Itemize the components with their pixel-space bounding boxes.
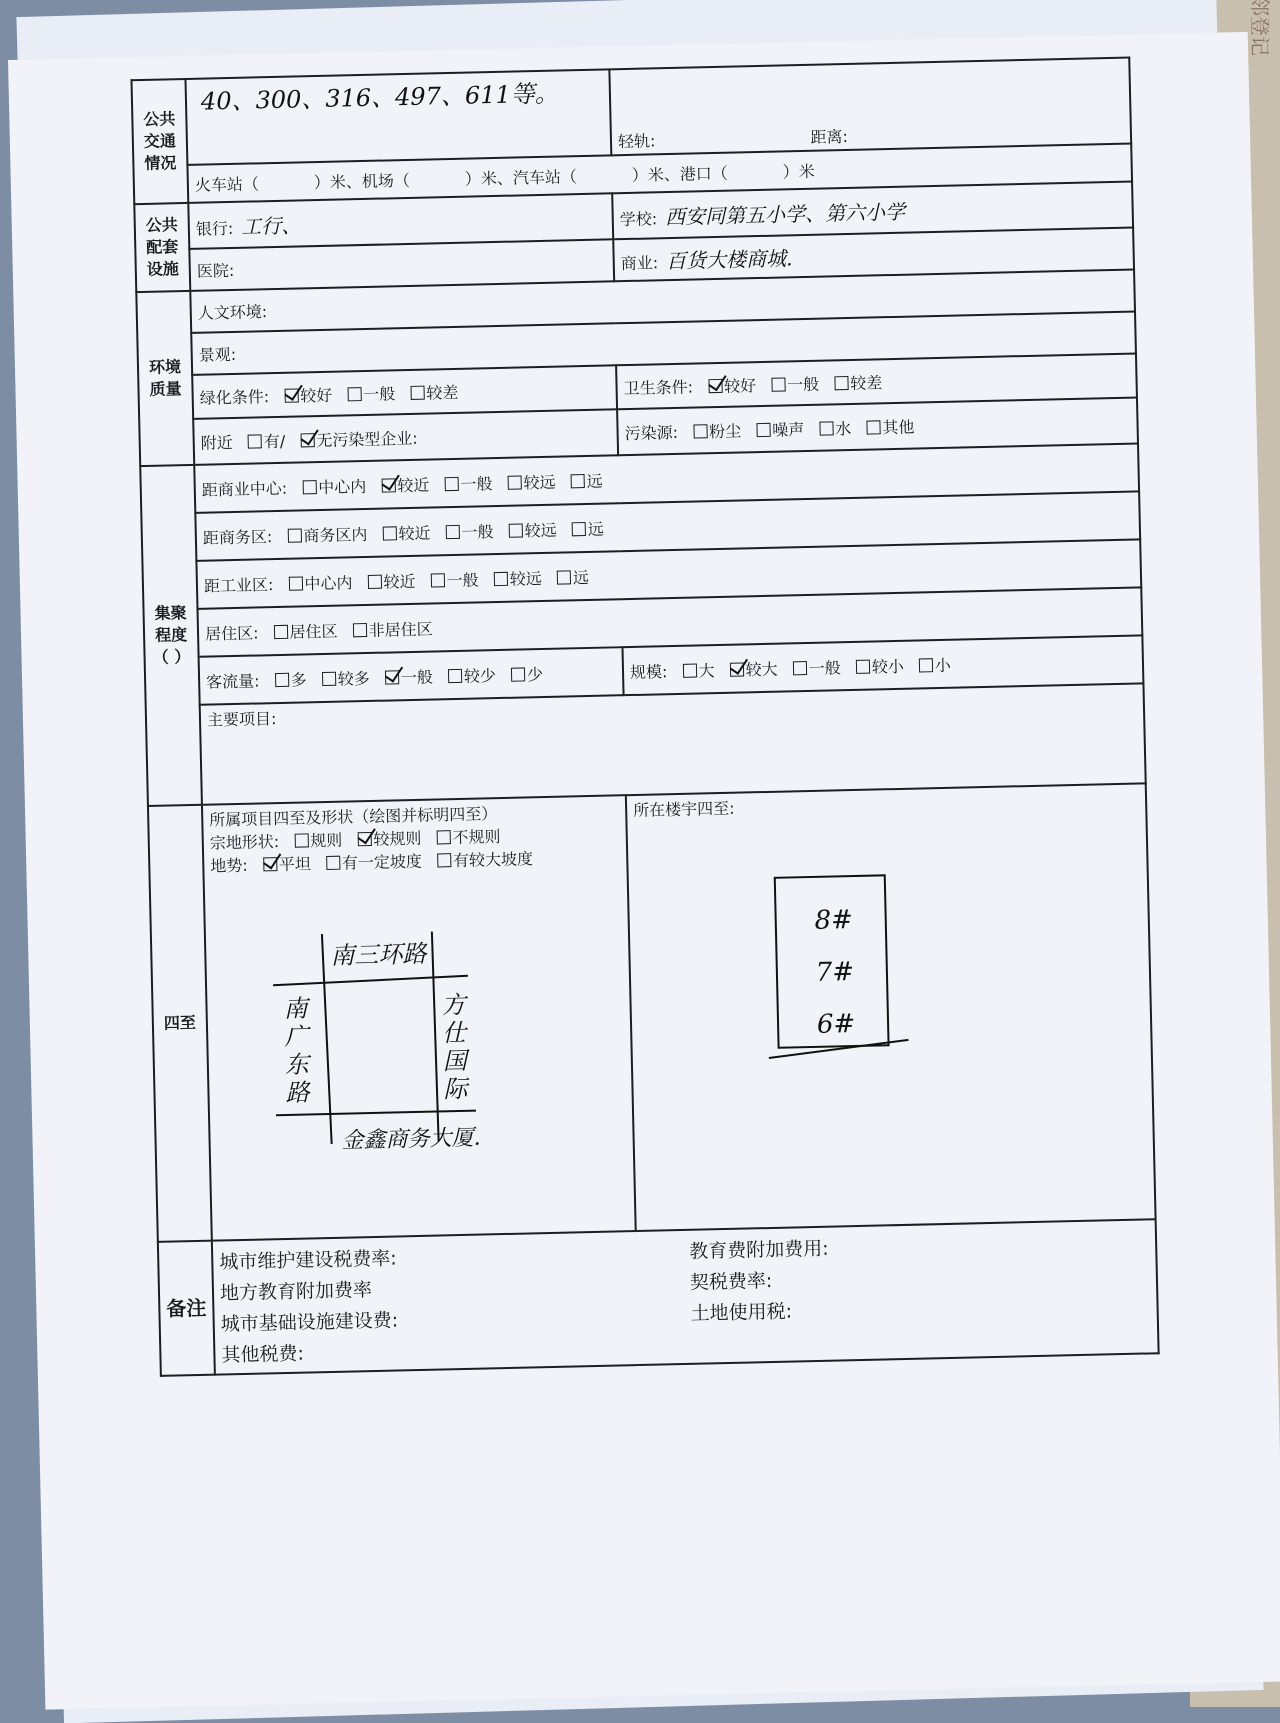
note-item: 城市维护建设税费率: [219,1247,397,1274]
cc-option: 较远 [523,472,556,492]
building-floor-6: 6# [816,1009,856,1040]
boundary-sketch-lines [211,867,638,1206]
bus-station-label: ）米、汽车站（ [464,166,578,189]
sanitation-option: 较好 [723,375,757,396]
traffic-average-checkbox[interactable] [385,670,399,684]
shape-regular-checkbox[interactable] [294,833,308,847]
notes-cell [212,1219,1159,1374]
building-floor-8: 8# [814,905,854,936]
cc-option: 远 [586,471,603,491]
building-floor-7: 7# [815,957,855,988]
commerce-label: 商业: [620,252,659,273]
sketch-south-building: 金鑫商务大厦. [341,1125,481,1154]
sketch-east-building: 方仕国际 [441,990,468,1104]
greening-poor-checkbox[interactable] [410,385,424,399]
iz-option: 中心内 [304,572,353,593]
bank-label: 银行: [195,218,234,239]
cc-in-center-checkbox[interactable] [302,480,316,494]
note-item: 其他税费: [221,1342,305,1367]
sanitation-option: 一般 [786,374,820,394]
business-label: 距商务区: [202,526,273,548]
traffic-more-checkbox[interactable] [322,671,336,685]
scale-option: 小 [934,655,952,675]
traffic-option: 较多 [337,668,370,689]
greening-option: 较好 [299,385,333,405]
cc-option: 较近 [397,475,430,495]
scale-option: 一般 [808,657,841,678]
bus-lines-cell [185,69,611,165]
terrain-flat-checkbox[interactable] [263,857,277,871]
note-item: 教育费附加费用: [688,1237,829,1263]
residential-label: 居住区: [204,622,259,644]
iz-average-checkbox[interactable] [430,573,444,587]
port-label: ）米、港口（ [631,163,729,185]
nearby-label: 附近 [200,432,233,453]
note-item: 契税费率: [689,1269,773,1294]
sanitation-option: 较差 [850,372,883,393]
notes-section-label: 备注 [158,1241,215,1376]
traffic-option: 少 [526,664,544,684]
bd-near-checkbox[interactable] [382,526,396,540]
culture-label: 人文环境: [197,301,268,323]
nearby-no-checkbox[interactable] [300,433,314,447]
pollution-option: 其他 [882,417,915,437]
landscape-label: 景观: [198,344,237,365]
nearby-yes-checkbox[interactable] [248,434,262,448]
traffic-less-checkbox[interactable] [448,668,462,682]
pollution-water-checkbox[interactable] [819,421,833,435]
boundary-sketch [211,867,628,1206]
cc-option: 中心内 [318,476,367,497]
scale-large-checkbox[interactable] [682,663,696,677]
pollution-option: 噪声 [771,419,805,440]
agglomeration-section-label: 集聚程度 （ ） [140,465,202,806]
greening-label: 绿化条件: [199,386,270,408]
terrain-option: 有较大坡度 [452,849,534,871]
bus-lines-value: 40、300、316、497、611等。 [200,79,560,116]
scale-larger-checkbox[interactable] [729,662,743,676]
scale-average-checkbox[interactable] [793,661,807,675]
note-item: 土地使用税: [690,1300,793,1325]
note-item: 城市基础设施建设费: [220,1309,399,1336]
bd-option: 一般 [461,521,494,542]
sketch-north-road: 南三环路 [330,939,427,970]
terrain-steep-checkbox[interactable] [437,853,451,867]
shape-option: 较规则 [373,828,422,849]
note-item [691,1319,1151,1356]
school-label: 学校: [619,208,658,229]
sanitation-poor-checkbox[interactable] [834,376,848,390]
scale-option: 大 [698,660,715,680]
traffic-many-checkbox[interactable] [274,672,288,686]
school-value: 西安同第五小学、第六小学 [664,199,906,229]
sketch-west-road: 南广东路 [283,994,310,1107]
traffic-option: 多 [290,669,307,690]
sanitation-good-checkbox[interactable] [708,378,722,392]
iz-option: 较远 [509,568,542,589]
bd-option: 商务区内 [303,524,368,545]
bd-option: 较近 [398,523,431,543]
traffic-option: 一般 [400,667,434,687]
industrial-label: 距工业区: [203,574,274,596]
traffic-label: 客流量: [205,670,260,692]
project-boundary-title: 所属项目四至及形状（绘图并标明四至） [209,804,498,830]
scale-option: 较小 [871,656,905,677]
terrain-label: 地势: [210,855,248,876]
shape-irregular-checkbox[interactable] [436,830,450,844]
main-projects-label: 主要项目: [206,709,277,730]
bd-very-far-checkbox[interactable] [572,522,586,536]
shape-option: 不规则 [452,827,501,848]
iz-very-far-checkbox[interactable] [557,570,571,584]
terrain-slope-checkbox[interactable] [326,856,340,870]
shape-fairly-regular-checkbox[interactable] [357,832,371,846]
residential-option: 非居住区 [368,619,433,640]
commercial-center-label: 距商业中心: [201,478,288,500]
cc-option: 一般 [460,473,493,494]
pollution-dust-checkbox[interactable] [693,424,707,438]
facilities-section-label: 公共配套 设施 [134,203,190,292]
pollution-other-checkbox[interactable] [866,420,880,434]
iz-option: 较近 [383,571,416,592]
bd-option: 较远 [524,520,557,540]
cc-far-checkbox[interactable] [507,475,521,489]
iz-far-checkbox[interactable] [494,571,508,585]
iz-near-checkbox[interactable] [367,574,381,588]
sanitation-label: 卫生条件: [623,377,694,398]
project-boundary-cell [202,795,636,1241]
bd-option: 远 [587,519,604,539]
hospital-label: 医院: [196,260,235,281]
commerce-value: 百货大楼商城. [665,245,793,273]
bd-average-checkbox[interactable] [445,524,459,538]
pollution-noise-checkbox[interactable] [756,422,770,436]
distance-label: 距离: [810,126,849,147]
scale-small-checkbox[interactable] [919,658,933,672]
bank-value: 工行、 [240,212,302,239]
shape-option: 规则 [310,830,343,851]
cc-near-checkbox[interactable] [381,478,395,492]
pollution-option: 粉尘 [708,420,742,441]
terrain-option: 有一定坡度 [341,851,423,873]
survey-form [130,57,1159,1377]
sanitation-average-checkbox[interactable] [771,377,785,391]
airport-label: ）米、机场（ [313,170,411,192]
bd-far-checkbox[interactable] [508,523,522,537]
notes-list [219,1222,1152,1371]
note-item: 地方教育附加费率 [219,1279,373,1305]
residential-out-checkbox[interactable] [352,623,366,637]
scale-option: 较大 [745,659,778,679]
form-sheet [8,32,1280,1710]
iz-option: 远 [572,567,590,587]
greening-good-checkbox[interactable] [284,388,298,402]
shape-label: 宗地形状: [209,832,280,853]
bd-in-checkbox[interactable] [287,528,301,542]
light-rail-label: 轻轨: [617,131,656,152]
residential-in-checkbox[interactable] [273,624,287,638]
side-folder-label [1248,0,1272,6]
greening-option: 一般 [363,383,396,404]
traffic-few-checkbox[interactable] [511,667,525,681]
scale-label: 规模: [629,661,668,682]
building-floor-list [803,894,867,1051]
cc-very-far-checkbox[interactable] [570,474,584,488]
residential-option: 居住区 [289,621,338,642]
iz-in-checkbox[interactable] [288,576,302,590]
pollution-option: 水 [835,418,852,438]
terrain-option: 平坦 [278,854,312,875]
boundaries-section-label: 四至 [148,805,212,1242]
traffic-option: 较少 [463,665,497,686]
light-rail-cell [609,58,1131,156]
iz-option: 一般 [446,569,479,590]
building-boundary-title: 所在楼宇四至: [632,798,735,821]
building-boundary-cell [626,783,1156,1231]
greening-average-checkbox[interactable] [347,387,361,401]
transport-section-label: 公共交通 情况 [131,79,188,204]
nearby-no-label: 无污染型企业: [316,428,418,450]
nearby-yes-label: 有/ [263,431,286,451]
greening-option: 较差 [426,382,459,403]
cc-average-checkbox[interactable] [444,476,458,490]
train-label: 火车站（ [194,173,260,195]
scale-smaller-checkbox[interactable] [856,659,870,673]
pollution-label: 污染源: [624,422,679,443]
environment-section-label: 环境质量 [136,291,194,466]
meter-label: ）米 [782,161,816,181]
